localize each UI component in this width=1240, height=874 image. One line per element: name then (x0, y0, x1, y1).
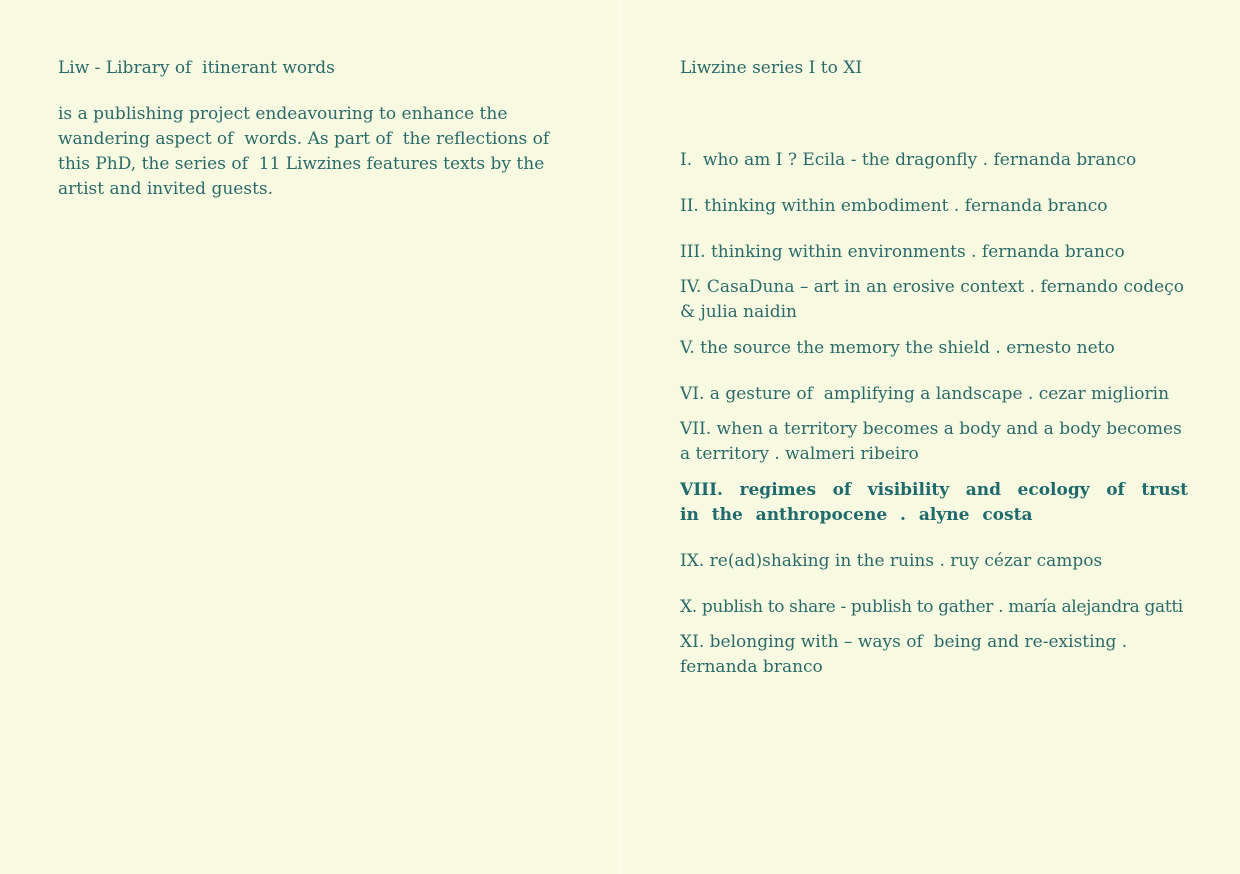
zine-item-10: X. publish to share - publish to gather . maría alejandra gatti (680, 597, 1183, 617)
right-page-title: Liwzine series I to XI (680, 58, 863, 78)
zine-item-8-highlighted: VIII. regimes of visibility and ecology of trust in the anthropocene . alyne costa (680, 480, 1201, 525)
left-page-title: Liw - Library of itinerant words (58, 58, 335, 78)
zine-item-7: VII. when a territory becomes a body and a body becomes a territory . walmeri ribeiro (680, 419, 1188, 464)
zine-item-11: XI. belonging with – ways of being and re-existing . fernanda branco (680, 632, 1133, 677)
zine-series-list (680, 148, 1201, 680)
zine-item-4: IV. CasaDuna – art in an erosive context . fernando codeço & julia naidin (680, 277, 1190, 322)
zine-item-6: VI. a gesture of amplifying a landscape . cezar migliorin (680, 384, 1170, 404)
page-fold-divider (617, 0, 622, 874)
zine-item-9: IX. re(ad)shaking in the ruins . ruy cézar campos (680, 551, 1103, 571)
left-page (58, 56, 578, 202)
right-page (680, 56, 1201, 680)
left-page-intro-paragraph: is a publishing project endeavouring to enhance the wandering aspect of words. As part of the reflections of this PhD, the series of 11 Liwzines features texts by the artist and invited guests. (58, 104, 560, 199)
zine-item-2: II. thinking within embodiment . fernanda branco (680, 196, 1108, 216)
zine-item-5: V. the source the memory the shield . ernesto neto (680, 338, 1115, 358)
zine-item-3: III. thinking within environments . fernanda branco (680, 242, 1125, 262)
zine-item-1: I. who am I ? Ecila - the dragonfly . fernanda branco (680, 150, 1137, 170)
